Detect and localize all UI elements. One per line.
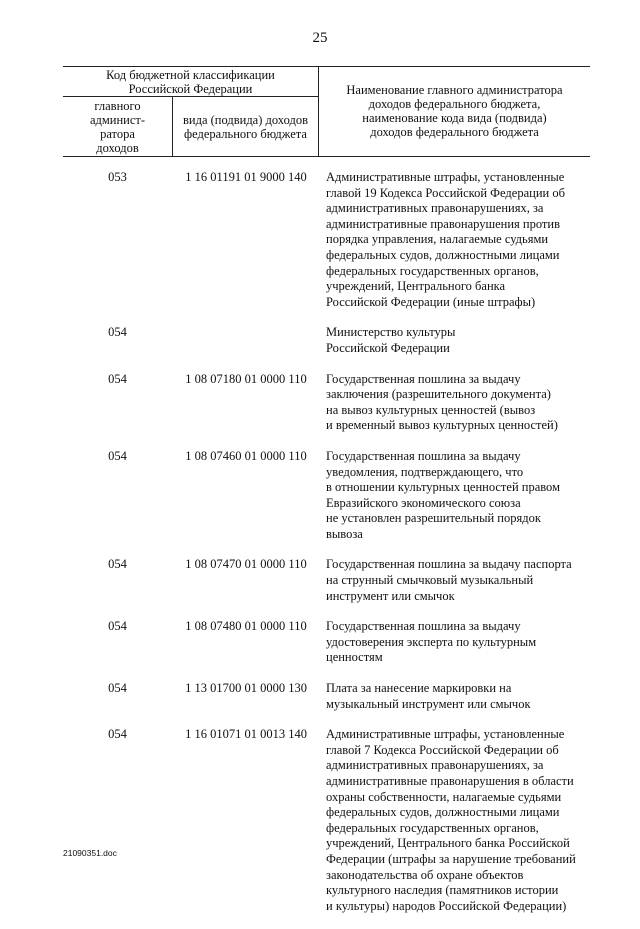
name-line: Государственная пошлина за выдачу <box>326 371 521 386</box>
header-code-line: вида (подвида) доходов <box>183 113 308 127</box>
name-line: административные правонарушения против <box>326 216 560 231</box>
table-row <box>63 449 590 543</box>
table-row <box>63 170 590 310</box>
name-line: Российской Федерации (иные штрафы) <box>326 294 536 309</box>
admin-code-cell: 054 <box>108 371 127 386</box>
income-code-cell: 1 08 07480 01 0000 110 <box>185 619 307 634</box>
name-line: Административные штрафы, установленные <box>326 727 565 742</box>
table-header <box>63 66 590 157</box>
header-group-line: Российской Федерации <box>128 82 253 96</box>
name-line: Плата за нанесение маркировки на <box>326 681 512 696</box>
name-line: учреждений, Центрального банка <box>326 279 506 294</box>
name-cell <box>318 372 590 434</box>
name-line: культурного наследия (памятников истории <box>326 883 559 898</box>
header-bottom-border <box>63 156 590 157</box>
name-line: в отношении культурных ценностей правом <box>326 480 560 495</box>
name-line: Административные штрафы, установленные <box>326 170 565 184</box>
admin-code-cell: 053 <box>108 170 127 184</box>
admin-code-cell: 054 <box>108 619 127 634</box>
name-line: и культуры) народов Российской Федерации) <box>326 898 567 913</box>
name-line: музыкальный инструмент или смычок <box>326 696 531 711</box>
admin-code-cell: 054 <box>108 681 127 696</box>
name-cell <box>318 727 590 914</box>
header-group-line: Код бюджетной классификации <box>106 68 275 82</box>
income-code-cell: 1 16 01191 01 9000 140 <box>185 170 307 184</box>
header-name-line: наименование кода вида (подвида) <box>362 111 547 125</box>
header-col-admin <box>63 99 172 155</box>
name-cell <box>318 681 590 712</box>
header-name-line: доходов федерального бюджета <box>370 125 539 139</box>
name-line: федеральных судов, должностными лицами <box>326 805 560 820</box>
income-code-cell: 1 16 01071 01 0013 140 <box>185 727 307 742</box>
name-cell <box>318 325 590 356</box>
name-line: и временный вывоз культурных ценностей) <box>326 418 558 433</box>
header-top-border <box>63 66 590 67</box>
header-col-code <box>173 113 318 141</box>
footer-filename: 21090351.doc <box>63 848 117 858</box>
header-col-name <box>319 83 590 139</box>
header-admin-line: доходов <box>96 141 139 155</box>
name-line: административных правонарушениях, за <box>326 201 544 216</box>
income-code-cell: 1 13 01700 01 0000 130 <box>185 681 307 696</box>
admin-code-cell: 054 <box>108 727 127 742</box>
header-admin-line: главного <box>94 99 141 113</box>
name-line: не установлен разрешительный порядок <box>326 511 541 526</box>
header-code-line: федерального бюджета <box>184 127 307 141</box>
name-line: на струнный смычковый музыкальный <box>326 573 534 588</box>
name-line: Государственная пошлина за выдачу паспорта <box>326 557 572 572</box>
header-group-divider <box>63 96 318 97</box>
name-line: охраны собственности, налагаемые судьями <box>326 789 562 804</box>
header-name-line: Наименование главного администратора <box>346 83 563 97</box>
income-code-cell: 1 08 07470 01 0000 110 <box>185 557 307 572</box>
income-code-cell: 1 08 07460 01 0000 110 <box>185 448 307 463</box>
header-name-line: доходов федерального бюджета, <box>368 97 541 111</box>
name-line: ценностям <box>326 650 383 665</box>
name-cell <box>318 170 590 310</box>
header-admin-line: ратора <box>100 127 135 141</box>
admin-code-cell: 054 <box>108 557 127 572</box>
name-line: главой 7 Кодекса Российской Федерации об <box>326 742 559 757</box>
name-line: Государственная пошлина за выдачу <box>326 448 521 463</box>
name-line: учреждений, Центрального банка Российской <box>326 836 570 851</box>
admin-code-cell: 054 <box>108 325 127 340</box>
name-line: административных правонарушениях, за <box>326 758 544 773</box>
name-line: удостоверения эксперта по культурным <box>326 634 537 649</box>
name-line: заключения (разрешительного документа) <box>326 387 551 402</box>
page-number: 25 <box>312 30 328 46</box>
name-line: уведомления, подтверждающего, что <box>326 464 524 479</box>
name-line: Российской Федерации <box>326 340 450 355</box>
name-line: законодательства об охране объектов <box>326 867 524 882</box>
name-cell <box>318 557 590 604</box>
table-row <box>63 619 590 666</box>
name-line: инструмент или смычок <box>326 588 455 603</box>
header-group-title <box>63 68 318 96</box>
name-line: федеральных государственных органов, <box>326 263 539 278</box>
name-line: вывоза <box>326 526 363 541</box>
name-line: главой 19 Кодекса Российской Федерации об <box>326 185 565 200</box>
name-line: Министерство культуры <box>326 325 456 340</box>
name-line: федеральных государственных органов, <box>326 820 539 835</box>
income-code-cell: 1 08 07180 01 0000 110 <box>185 371 307 386</box>
name-line: федеральных судов, должностными лицами <box>326 247 560 262</box>
header-admin-line: админист- <box>89 113 146 127</box>
name-line: Государственная пошлина за выдачу <box>326 619 521 634</box>
name-line: Евразийского экономического союза <box>326 495 521 510</box>
admin-code-cell: 054 <box>108 448 127 463</box>
table-row <box>63 372 590 434</box>
name-line: на вывоз культурных ценностей (вывоз <box>326 402 536 417</box>
income-code-cell <box>172 325 318 356</box>
name-line: административные правонарушения в области <box>326 774 574 788</box>
table-row <box>63 325 590 356</box>
table-row <box>63 727 590 914</box>
name-cell <box>318 619 590 666</box>
table-row <box>63 681 590 712</box>
name-cell <box>318 449 590 543</box>
table-row <box>63 557 590 604</box>
table-body <box>63 170 590 929</box>
name-line: порядка управления, налагаемые судьями <box>326 232 549 247</box>
name-line: Федерации (штрафы за нарушение требований <box>326 851 576 866</box>
